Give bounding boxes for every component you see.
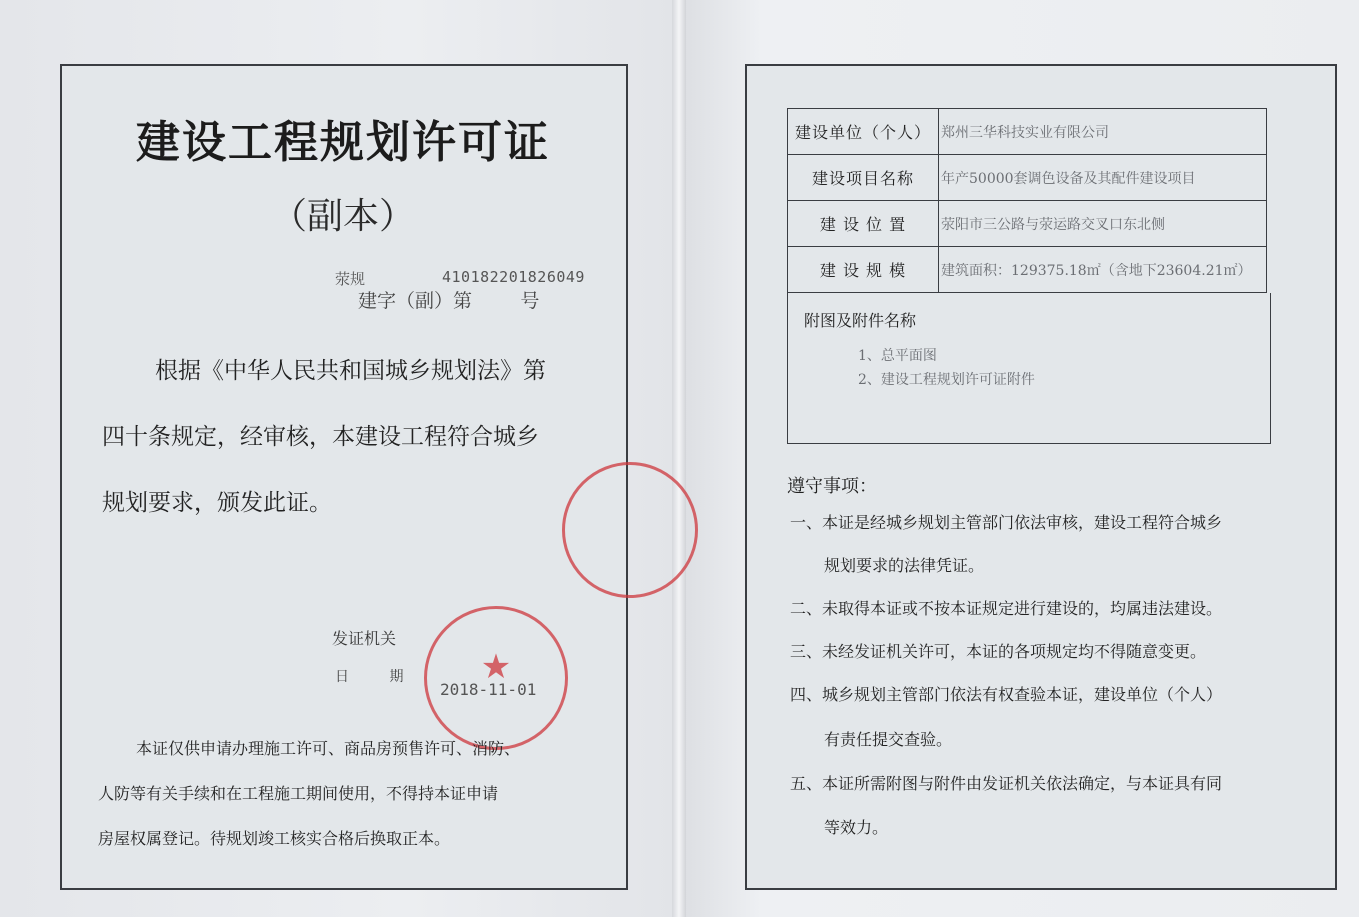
permit-number: 410182201826049 bbox=[442, 268, 585, 286]
project-info-table bbox=[787, 108, 1267, 293]
upper-red-seal bbox=[562, 462, 698, 598]
field-value: 郑州三华科技实业有限公司 bbox=[939, 109, 1267, 155]
field-label: 建 设 位 置 bbox=[788, 201, 939, 247]
basis-line-2: 四十条规定，经审核，本建设工程符合城乡 bbox=[102, 424, 539, 450]
notice-line-1: 本证仅供申请办理施工许可、商品房预售许可、消防、 bbox=[136, 739, 521, 758]
issue-date: 2018-11-01 bbox=[440, 680, 537, 699]
basis-line-3: 规划要求，颁发此证。 bbox=[102, 490, 332, 516]
rule-line: 一、本证是经城乡规划主管部门依法审核，建设工程符合城乡 bbox=[790, 513, 1223, 532]
seal-star-icon: ★ bbox=[480, 646, 512, 687]
rule-line: 规划要求的法律凭证。 bbox=[824, 556, 985, 575]
table-row bbox=[788, 247, 1267, 293]
rule-line: 三、未经发证机关许可，本证的各项规定均不得随意变更。 bbox=[790, 642, 1207, 661]
field-value: 建筑面积：129375.18㎡（含地下23604.21㎡） bbox=[939, 247, 1267, 293]
field-value: 年产50000套调色设备及其配件建设项目 bbox=[939, 155, 1267, 201]
book-spine bbox=[672, 0, 686, 917]
issuer-label: 发证机关 bbox=[332, 629, 397, 648]
field-label: 建设单位（个人） bbox=[788, 109, 939, 155]
rule-line: 五、本证所需附图与附件由发证机关依法确定，与本证具有同 bbox=[790, 774, 1223, 793]
field-label: 建 设 规 模 bbox=[788, 247, 939, 293]
rules-title: 遵守事项： bbox=[787, 476, 877, 497]
notice-line-3: 房屋权属登记。待规划竣工核实合格后换取正本。 bbox=[98, 829, 451, 848]
table-row bbox=[788, 155, 1267, 201]
permit-code-prefix: 荥规 bbox=[335, 270, 366, 288]
certificate-title: 建设工程规划许可证 bbox=[136, 117, 550, 168]
date-label: 日 期 bbox=[335, 669, 422, 685]
table-row bbox=[788, 109, 1267, 155]
rule-line: 二、未取得本证或不按本证规定进行建设的，均属违法建设。 bbox=[790, 599, 1223, 618]
rule-line: 四、城乡规划主管部门依法有权查验本证，建设单位（个人） bbox=[790, 685, 1223, 704]
field-label: 建设项目名称 bbox=[788, 155, 939, 201]
copy-subtitle: （副本） bbox=[270, 196, 415, 237]
notice-line-2: 人防等有关手续和在工程施工期间使用，不得持本证申请 bbox=[98, 784, 499, 803]
official-red-seal bbox=[424, 606, 568, 750]
field-value: 荥阳市三公路与荥运路交叉口东北侧 bbox=[939, 201, 1267, 247]
basis-line-1: 根据《中华人民共和国城乡规划法》第 bbox=[155, 358, 546, 384]
table-row bbox=[788, 201, 1267, 247]
attachment-item: 2、建设工程规划许可证附件 bbox=[858, 372, 1035, 388]
attachments-title: 附图及附件名称 bbox=[804, 311, 917, 330]
attachment-item: 1、总平面图 bbox=[858, 348, 937, 364]
rule-line: 等效力。 bbox=[824, 818, 889, 837]
rule-line: 有责任提交查验。 bbox=[824, 730, 953, 749]
permit-number-line: 建字（副）第 号 bbox=[358, 290, 540, 312]
